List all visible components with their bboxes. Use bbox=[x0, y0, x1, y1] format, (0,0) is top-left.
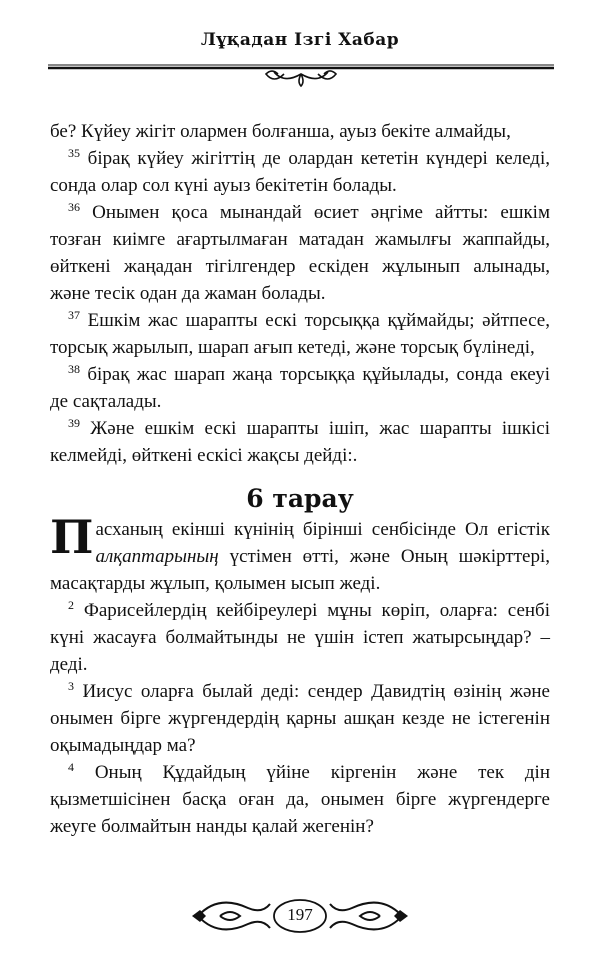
verse-text: бірақ күйеу жігіттің де олардан кететін күндері келеді, сонда олар сол күні ауыз бекітетін болады. bbox=[50, 148, 550, 196]
verse-number: 35 bbox=[68, 146, 80, 160]
verse-text: Фарисейлердің кейбіреулері мұны көріп, оларға: сенбі күні жасауға болмайтынды не үшін істеп жатырсыңдар? – деді. bbox=[50, 600, 550, 675]
verse-number: 3 bbox=[68, 679, 74, 693]
verse-text: бірақ жас шарап жаңа торсыққа құйылады, сонда екеуі де сақталады. bbox=[50, 364, 550, 412]
verse-35 bbox=[50, 145, 550, 199]
verse-text-italic: алқаптарының bbox=[95, 546, 219, 567]
verse-number: 4 bbox=[68, 760, 74, 774]
verse-text: үстімен өтті, және Оның шәкірттері, масақтарды жұлып, қолымен ысып жеді. bbox=[50, 546, 550, 594]
verse-number: 37 bbox=[68, 308, 80, 322]
verse-text: Иисус оларға былай деді: сендер Давидтің өзінің және онымен бірге жүргендердің қарны ашқан кезде не істегенін оқымадыңдар ма? bbox=[50, 681, 550, 756]
verse-34-continued: бе? Күйеу жігіт олармен болғанша, ауыз бекіте алмайды, bbox=[50, 121, 511, 142]
verse-text: Онымен қоса мынандай өсиет әңгіме айтты: ешкім тозған киімге ағартылмаған матадан жамылғы жаппайды, өйткені жаңадан тігілгендер ескіден жұлынып алынады, және тесік одан да жаман болады. bbox=[50, 202, 550, 304]
verse-2 bbox=[50, 597, 550, 678]
verse-number: 39 bbox=[68, 416, 80, 430]
verse-number: 2 bbox=[68, 598, 74, 612]
verse-39 bbox=[50, 415, 550, 469]
verse-number: 36 bbox=[68, 200, 80, 214]
running-header: Лұқадан Ізгі Хабар bbox=[200, 30, 400, 50]
verse-text: асханың екінші күнінің бірінші сенбісінде Ол егістік bbox=[95, 519, 550, 540]
chapter-title: 6 тарау bbox=[246, 484, 354, 513]
flourish-icon bbox=[266, 71, 336, 86]
verse-text: Және ешкім ескі шарапты ішіп, жас шарапты ішкісі келмейді, өйткені ескісі жақсы дейді:. bbox=[50, 418, 550, 466]
verse-36 bbox=[50, 199, 550, 307]
verse-1 bbox=[50, 510, 550, 597]
verse-text: Оның Құдайдың үйіне кіргенін және тек дін қызметшісінен басқа оған да, онымен бірге жүргендерге жеуге болмайтын нанды қалай жегенін? bbox=[50, 762, 550, 837]
verse-38 bbox=[50, 361, 550, 415]
verse-37 bbox=[50, 307, 550, 361]
drop-cap: П bbox=[50, 510, 94, 564]
verse-number: 38 bbox=[68, 362, 80, 376]
verse-4 bbox=[50, 759, 550, 840]
page-number: 197 bbox=[287, 905, 313, 924]
verse-text: Ешкім жас шарапты ескі торсыққа құймайды; әйтпесе, торсық жарылып, шарап ағып кетеді, және торсық бүлінеді, bbox=[50, 310, 550, 358]
verses-block-1 bbox=[50, 118, 550, 469]
verse-3 bbox=[50, 678, 550, 759]
header-ornament-rule bbox=[48, 62, 554, 88]
verses-block-2 bbox=[50, 510, 550, 840]
